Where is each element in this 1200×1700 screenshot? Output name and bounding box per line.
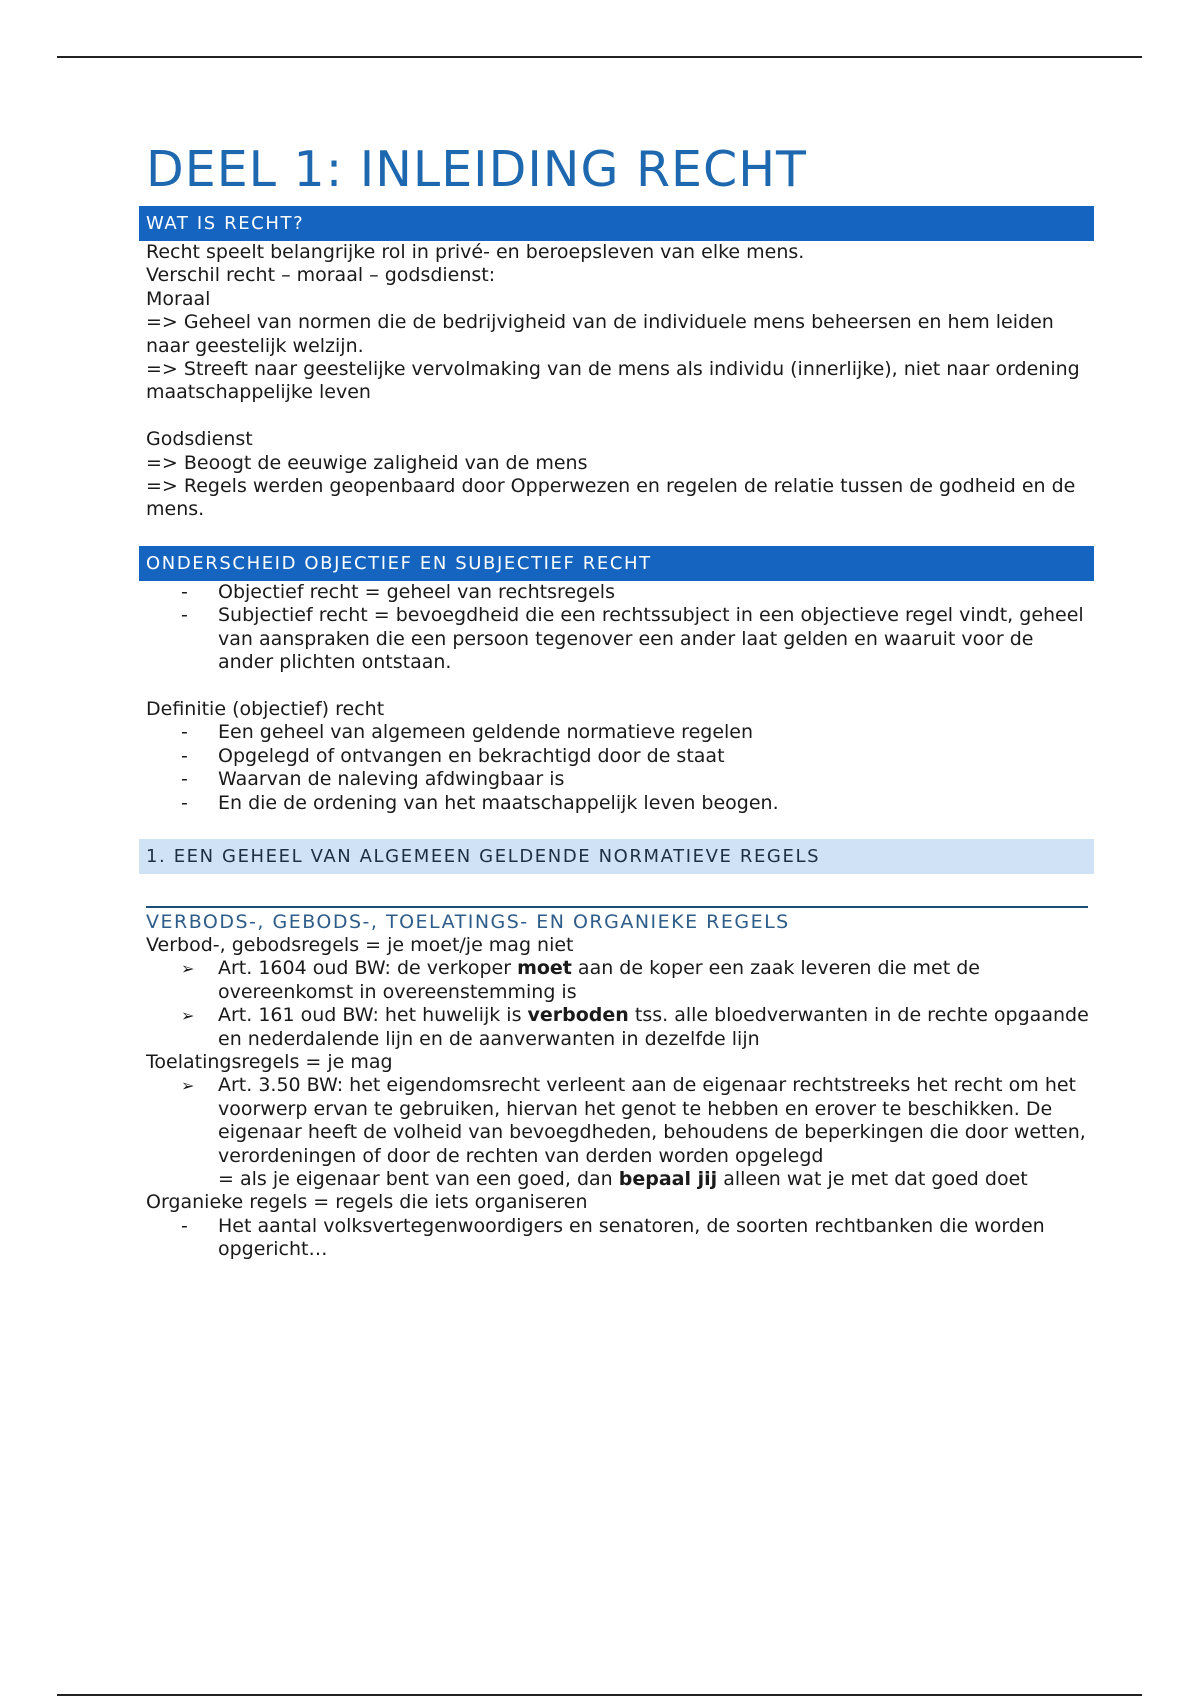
- paragraph: Godsdienst: [146, 428, 253, 451]
- arrow-bullet-icon: ➢: [181, 1006, 195, 1026]
- organiek-list: [139, 1215, 1094, 1262]
- subheading-rule: [146, 906, 1088, 908]
- paragraph: Verbod-, gebodsregels = je moet/je mag niet: [146, 933, 574, 956]
- toelating-list: [139, 1074, 1094, 1168]
- list-item: - Opgelegd of ontvangen en bekrachtigd door de staat: [181, 744, 725, 767]
- list-item: ➢ Art. 3.50 BW: het eigendomsrecht verleent aan de eigenaar rechtstreeks het recht om het voorwerp ervan te gebruiken, hiervan het genot te hebben en erover te beschikken. De eigenaar heeft de volheid van bevoegdheden, behoudens de beperkingen die door wetten, verordeningen of door de rechten van derden worden opgelegd: [181, 1074, 1086, 1167]
- list-item: - Het aantal volksvertegenwoordigers en senatoren, de soorten rechtbanken die worden opgericht…: [181, 1214, 1045, 1261]
- definition-list: [139, 721, 1094, 815]
- dash-marker: -: [181, 744, 188, 767]
- list-item: ➢ Art. 1604 oud BW: de verkoper moet aan de koper een zaak leveren die met de overeenkomst in overeenstemming is: [181, 957, 980, 1003]
- list-item: - Subjectief recht = bevoegdheid die een rechtssubject in een objectieve regel vindt, geheel van aanspraken die een persoon tegenover een ander laat gelden en waaruit voor de ander plichten ontstaan.: [181, 604, 1084, 674]
- dash-marker: -: [181, 768, 188, 791]
- paragraph: Organieke regels = regels die iets organiseren: [146, 1191, 588, 1214]
- paragraph: Toelatingsregels = je mag: [146, 1050, 393, 1073]
- paragraph: Verschil recht – moraal – godsdienst:: [146, 264, 496, 287]
- list-item: - Waarvan de naleving afdwingbaar is: [181, 768, 565, 791]
- dash-marker: -: [181, 580, 188, 603]
- list-item: - Objectief recht = geheel van rechtsregels: [181, 580, 615, 603]
- section-heading-geheel: 1. EEN GEHEEL VAN ALGEMEEN GELDENDE NORMATIEVE REGELS: [139, 839, 1094, 874]
- document-body: [139, 140, 1094, 1262]
- dash-marker: -: [181, 721, 188, 744]
- paragraph: => Streeft naar geestelijke vervolmaking van de mens als individu (innerlijke), niet naar ordening maatschappelijke leven: [146, 358, 1080, 404]
- arrow-bullet-icon: ➢: [181, 1076, 195, 1096]
- arrow-bullet-icon: ➢: [181, 959, 195, 979]
- verbod-list: [139, 957, 1094, 1051]
- list-item: - Een geheel van algemeen geldende normatieve regelen: [181, 721, 754, 744]
- dash-marker: -: [181, 1214, 188, 1237]
- section-heading-onderscheid: ONDERSCHEID OBJECTIEF EN SUBJECTIEF RECHT: [139, 546, 1094, 581]
- page-bottom-rule: [57, 1694, 1142, 1696]
- paragraph: => Geheel van normen die de bedrijvigheid van de individuele mens beheersen en hem leiden naar geestelijk welzijn.: [146, 311, 1054, 357]
- paragraph: => Beoogt de eeuwige zaligheid van de mens: [146, 451, 588, 474]
- section-heading-wat-is-recht: WAT IS RECHT?: [139, 206, 1094, 241]
- document-title: DEEL 1: INLEIDING RECHT: [146, 141, 807, 198]
- list-item: - En die de ordening van het maatschappelijk leven beogen.: [181, 791, 779, 814]
- onderscheid-list: [139, 581, 1094, 675]
- subheading: VERBODS-, GEBODS-, TOELATINGS- EN ORGANIEKE REGELS: [146, 910, 790, 933]
- list-item: ➢ Art. 161 oud BW: het huwelijk is verboden tss. alle bloedverwanten in de rechte opgaande en nederdalende lijn en de aanverwanten in dezelfde lijn: [181, 1004, 1089, 1050]
- paragraph: Recht speelt belangrijke rol in privé- en beroepsleven van elke mens.: [146, 241, 805, 263]
- paragraph: Moraal: [146, 287, 211, 310]
- page-top-rule: [57, 56, 1142, 58]
- definition-label: Definitie (objectief) recht: [146, 697, 385, 720]
- dash-marker: -: [181, 791, 188, 814]
- note: = als je eigenaar bent van een goed, dan bepaal jij alleen wat je met dat goed doet: [218, 1167, 1028, 1190]
- paragraph: => Regels werden geopenbaard door Opperwezen en regelen de relatie tussen de godheid en de mens.: [146, 475, 1076, 521]
- dash-marker: -: [181, 604, 188, 627]
